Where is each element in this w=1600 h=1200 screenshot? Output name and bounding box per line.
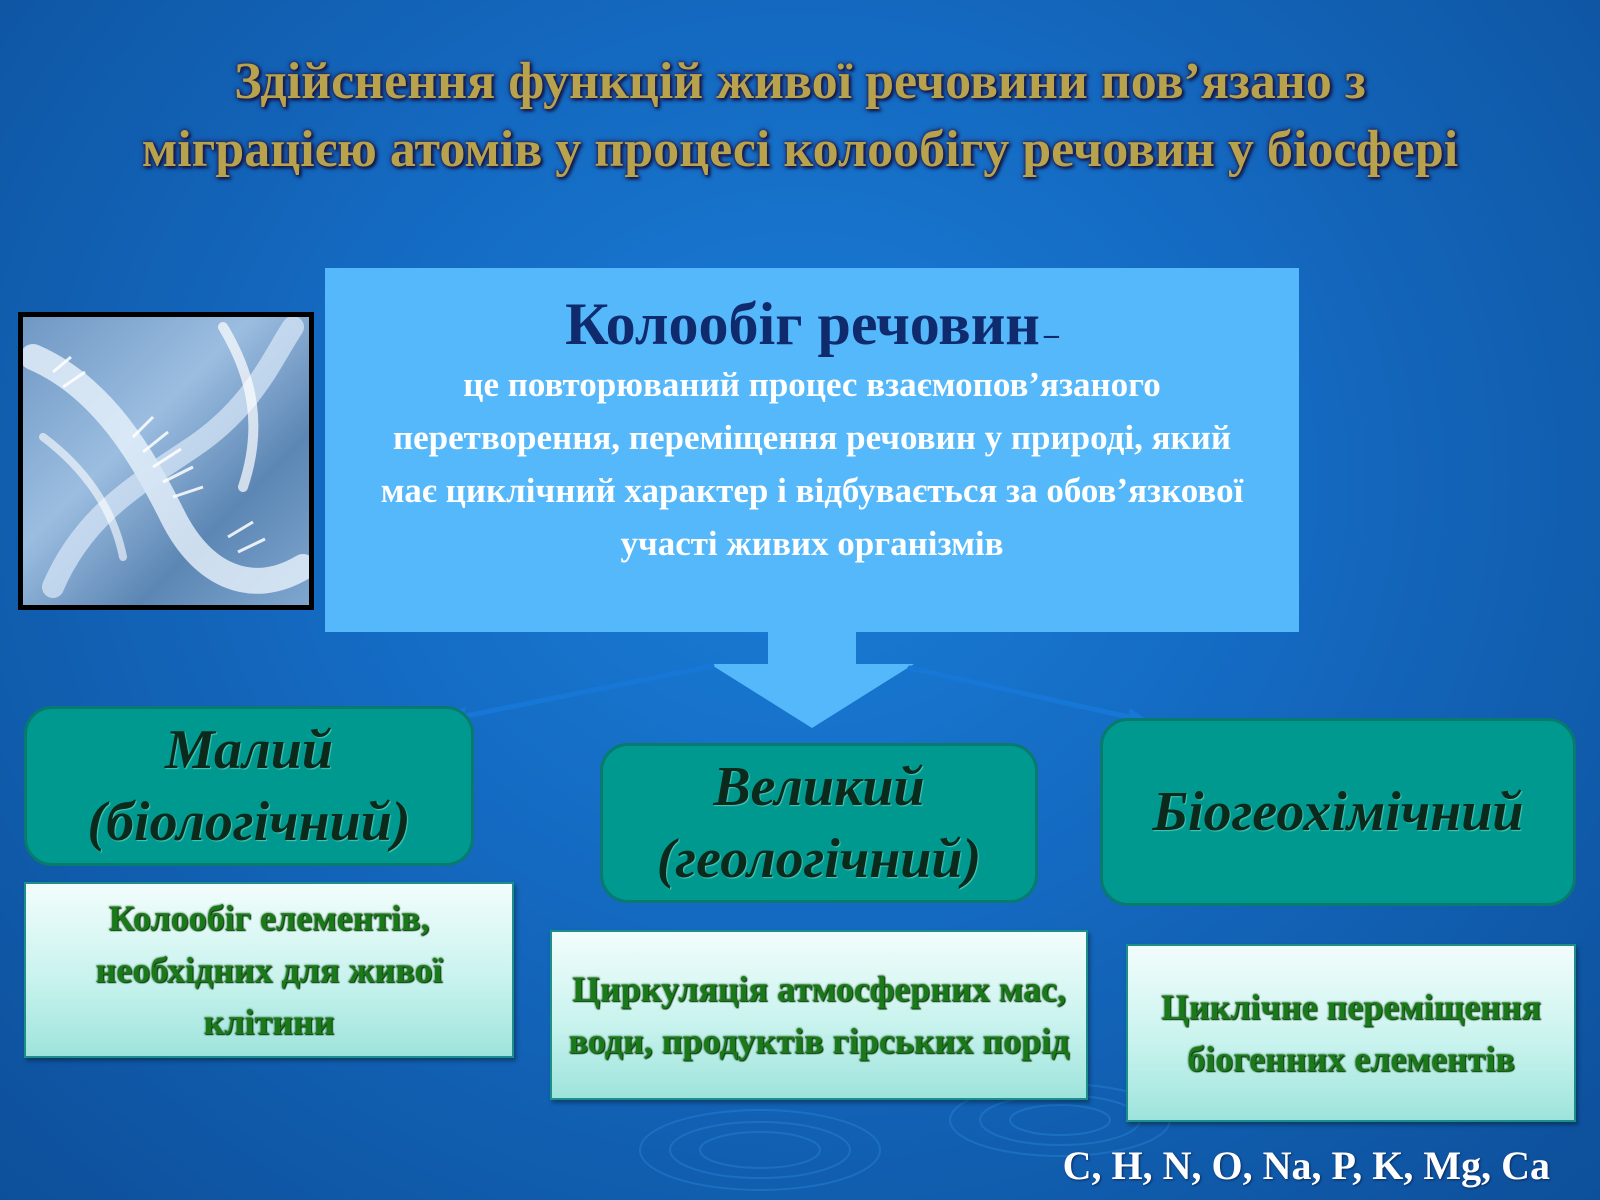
definition-text: це повторюваний процес взаємопов’язаного перетворення, переміщення речовин у природі, який має циклічний характер і відбувається за обов’язкової участі живих організмів xyxy=(380,365,1244,563)
down-arrow-icon xyxy=(710,632,914,728)
definition-box xyxy=(325,268,1299,632)
dna-helix-image xyxy=(18,312,314,610)
definition-heading xyxy=(325,288,1299,360)
cycle-large-geological: Великий (геологічний) xyxy=(600,743,1038,903)
cycle-large-description: Циркуляція атмосферних мас, води, продуктів гірських порід xyxy=(550,930,1088,1100)
definition-term: Колообіг речовин xyxy=(565,291,1040,357)
left-branch-arrow-line xyxy=(446,666,712,720)
slide-title: Здійснення функцій живої речовини пов’язано з міграцією атомів у процесі колообігу речовин у біосфері xyxy=(141,53,1459,178)
cycle-small-biological: Малий (біологічний) xyxy=(24,706,474,866)
cycle-biogeochemical: Біогеохімічний xyxy=(1100,718,1576,906)
cycle-biogeochemical-description: Циклічне переміщення біогенних елементів xyxy=(1126,944,1576,1122)
right-branch-arrow-line xyxy=(910,668,1142,720)
definition-dash: – xyxy=(1043,318,1059,351)
cycle-small-description: Колообіг елементів, необхідних для живої клітини xyxy=(24,882,514,1058)
biogenic-elements-list: C, H, N, O, Na, P, K, Mg, Ca xyxy=(1062,1143,1550,1188)
